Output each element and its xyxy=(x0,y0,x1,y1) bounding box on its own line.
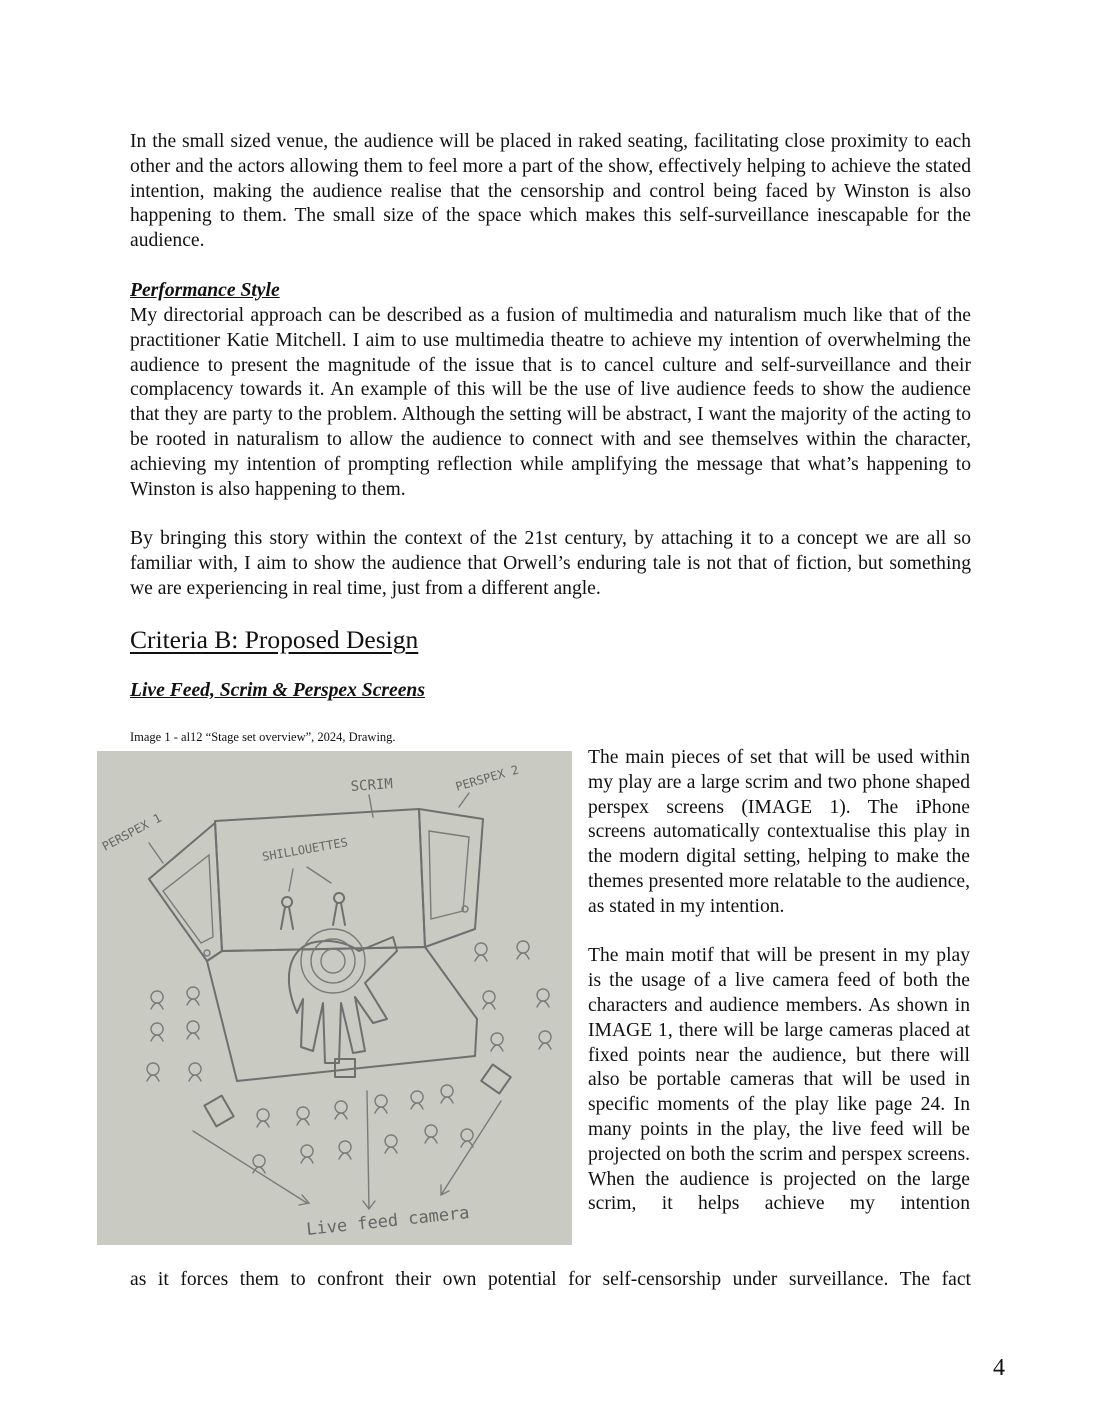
paragraph-directorial-approach: My directorial approach can be described as a fusion of multimedia and naturalism much like that of the practitioner Katie Mitchell. I aim to use multimedia theatre to achieve my intention of overwhelming the audience to present the magnitude of the issue that is to cancel culture and self-surveillance and their complacency towards it. An example of this will be the use of live audience feeds to show the audience that they are party to the problem. Although the setting will be abstract, I want the majority of the acting to be rooted in naturalism to allow the audience to connect with and see themselves within the character, achieving my intention of prompting reflection while amplifying the message that what’s happening to Winston is also happening to them. xyxy=(130,305,971,500)
label-perspex-1: PERSPEX 1 xyxy=(99,810,164,854)
paragraph-venue: In the small sized venue, the audience will be placed in raked seating, facilitating close proximity to each other and the actors allowing them to feel more a part of the show, effectively helping to achieve the stated intention, making the audience realise that the censorship and control being faced by Winston is also happening to them. The small size of the space which makes this self-surveillance inescapable for the audience. xyxy=(130,131,971,252)
label-perspex-2: PERSPEX 2 xyxy=(453,762,521,794)
page-number: 4 xyxy=(993,1355,1005,1381)
label-scrim: SCRIM xyxy=(350,776,394,795)
stage-set-sketch-image xyxy=(97,751,572,1245)
image-caption: Image 1 - al12 “Stage set overview”, 2024, Drawing. xyxy=(130,730,396,744)
section-heading-criteria-b: Criteria B: Proposed Design xyxy=(130,625,419,654)
label-live-feed-camera: Live feed camera xyxy=(305,1202,471,1240)
paragraph-live-feed-motif: The main motif that will be present in my play is the usage of a live camera feed of both the characters and audience members. As shown in IMAGE 1, there will be large cameras placed at fixed points near the audience, but there will also be portable cameras that will be used in specific moments of the play like page 24. In many points in the play, the live feed will be projected on both the scrim and perspex screens. When the audience is projected on the large scrim, it helps achieve my intention xyxy=(588,945,970,1215)
sketch-paper xyxy=(97,751,572,1245)
paragraph-set-pieces: The main pieces of set that will be used within my play are a large scrim and two phone shaped perspex screens (IMAGE 1). The iPhone screens automatically contextualise this play in the modern digital setting, helping to make the themes presented more relatable to the audience, as stated in my intention. xyxy=(588,747,970,917)
label-silhouettes: SHILLOUETTES xyxy=(261,835,349,864)
side-text-column xyxy=(588,746,970,1242)
paragraph-context: By bringing this story within the context of the 21st century, by attaching it to a concept we are all so familiar with, I aim to show the audience that Orwell’s enduring tale is not that of fiction, but something we are experiencing in real time, just from a different angle. xyxy=(130,528,971,599)
heading-performance-style: Performance Style xyxy=(130,280,280,301)
heading-live-feed: Live Feed, Scrim & Perspex Screens xyxy=(130,680,425,701)
paragraph-continuation: as it forces them to confront their own potential for self-censorship under surveillance. The fact xyxy=(130,1269,971,1290)
